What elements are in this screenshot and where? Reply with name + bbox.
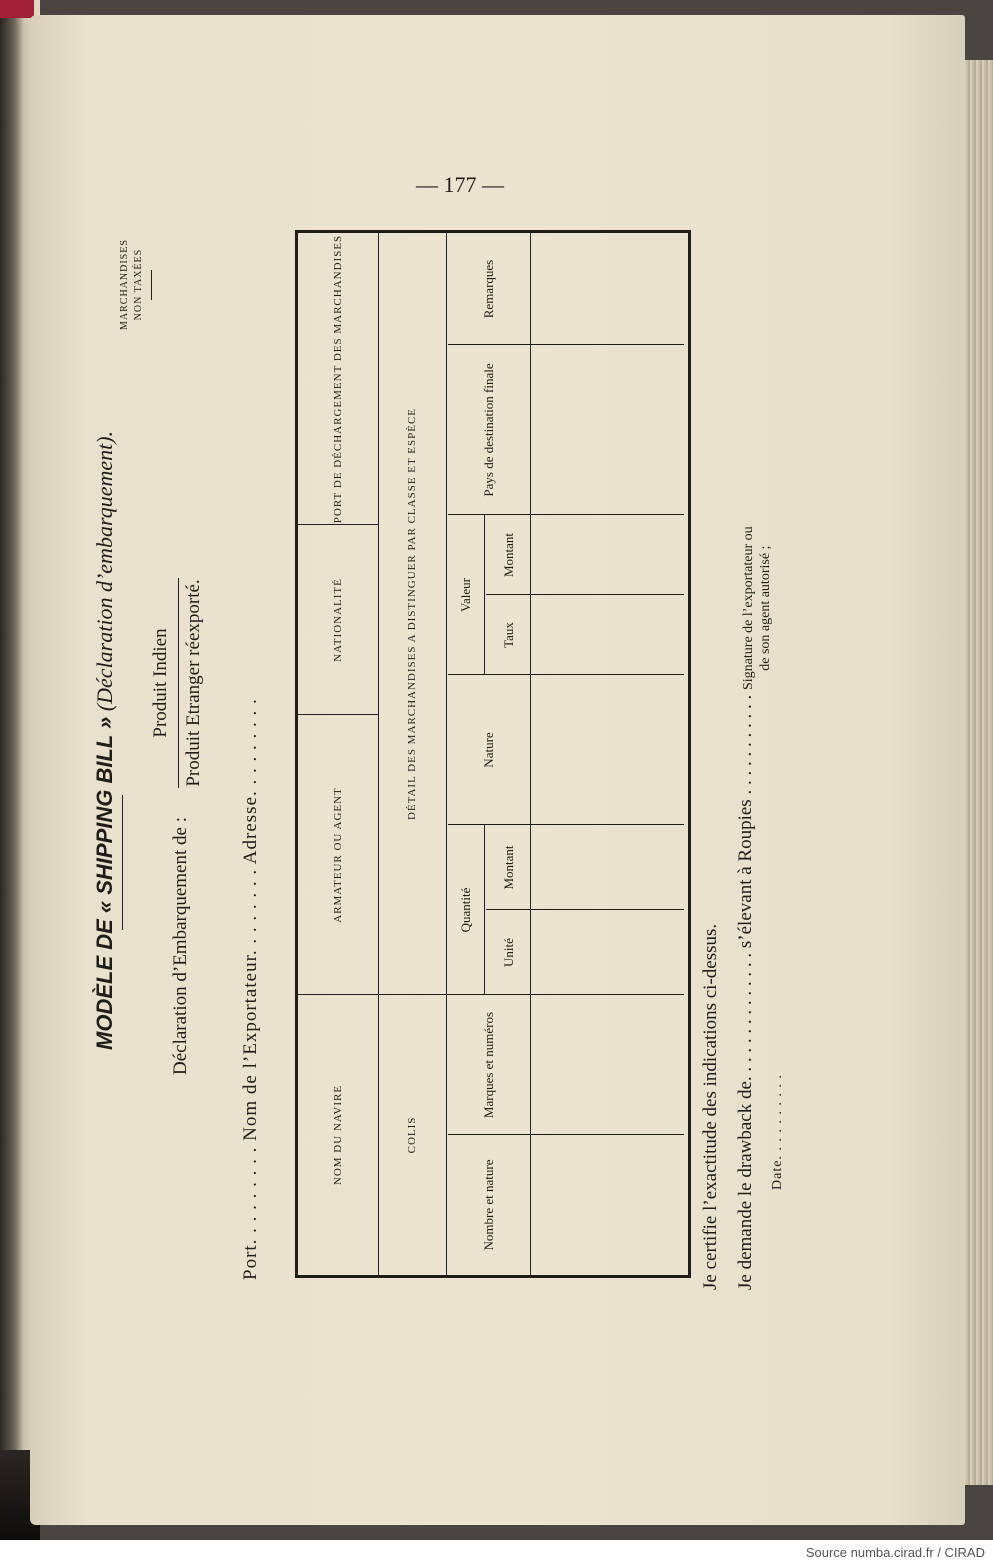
- date-line: Date. . . . . . . . . .: [770, 1074, 785, 1190]
- col-line: [378, 994, 684, 995]
- declaration-label: Déclaration d’Embarquement de :: [170, 817, 191, 1075]
- red-ribbon-top: [0, 0, 34, 18]
- option-produit-etranger: Produit Etranger réexporté.: [183, 579, 204, 787]
- subheader-montant-valeur: Montant: [500, 532, 516, 578]
- title-sub: (Déclaration d’embarquement).: [92, 430, 117, 712]
- col-line: [448, 344, 684, 345]
- valeur-divider: [484, 515, 485, 675]
- header-port-dechargement: PORT DE DÉCHARGEMENT DES MARCHANDISES: [332, 234, 344, 524]
- source-caption: Source numba.cirad.fr / CIRAD: [805, 1545, 985, 1560]
- subheader-valeur: Valeur: [457, 578, 473, 612]
- subheader-remarques: Remarques: [480, 259, 496, 319]
- col-line: [448, 514, 684, 515]
- subheader-unite: Unité: [500, 938, 516, 967]
- certify-line: Je certifie l’exactitude des indications ci-dessus.: [700, 923, 721, 1290]
- page-number: — 177 —: [416, 172, 504, 197]
- subheader-nature: Nature: [480, 732, 496, 768]
- rotated-form: [80, 180, 800, 1340]
- col-line: [448, 824, 684, 825]
- col-line: [448, 674, 684, 675]
- col-line: [486, 909, 684, 910]
- subheader-pays: Pays de destination finale: [480, 363, 496, 497]
- header-detail: DÉTAIL DES MARCHANDISES A DISTINGUER PAR CLASSE ET ESPÈCE: [406, 407, 418, 821]
- header-nationalite: NATIONALITÉ: [332, 578, 344, 662]
- signature-line-1: Signature de l’exportateur ou: [741, 526, 756, 690]
- row-divider: [446, 233, 447, 1275]
- subheader-quantite: Quantité: [457, 887, 473, 933]
- subheader-marques: Marques et numéros: [480, 1011, 496, 1119]
- subheader-montant-quantite: Montant: [500, 845, 516, 890]
- col-line: [448, 1134, 684, 1135]
- side-note-line-2: NON TAXÉES: [133, 248, 144, 321]
- header-nom-navire: NOM DU NAVIRE: [332, 1084, 344, 1186]
- row-divider: [530, 233, 531, 1275]
- side-note: [118, 239, 152, 330]
- quantite-divider: [484, 825, 485, 995]
- subheader-nombre: Nombre et nature: [480, 1159, 496, 1251]
- port-exporter-line: Port. . . . . . . . . Nom de l’Exportateur. . . . . . . . Adresse. . . . . . . . .: [240, 698, 261, 1280]
- col-line: [486, 594, 684, 595]
- title-rule: [122, 795, 123, 930]
- header-colis: COLIS: [406, 1116, 418, 1154]
- subheader-taux: Taux: [500, 622, 516, 648]
- option-produit-indien: Produit Indien: [150, 578, 179, 788]
- side-note-rule: [151, 270, 152, 300]
- side-note-line-1: MARCHANDISES: [119, 239, 130, 330]
- drawback-line: Je demande le drawback de. . . . . . . . . . . . . . s’élevant à Roupies . . . . . . . . . . .: [735, 694, 756, 1290]
- form-title: [92, 431, 118, 1050]
- signature-note: [740, 526, 774, 690]
- header-armateur: ARMATEUR OU AGENT: [332, 787, 344, 923]
- title-main: MODÈLE DE « SHIPPING BILL »: [92, 716, 117, 1050]
- shipping-table: [295, 230, 691, 1278]
- declaration-options: [150, 578, 205, 788]
- signature-line-2: de son agent autorisé ;: [758, 545, 773, 671]
